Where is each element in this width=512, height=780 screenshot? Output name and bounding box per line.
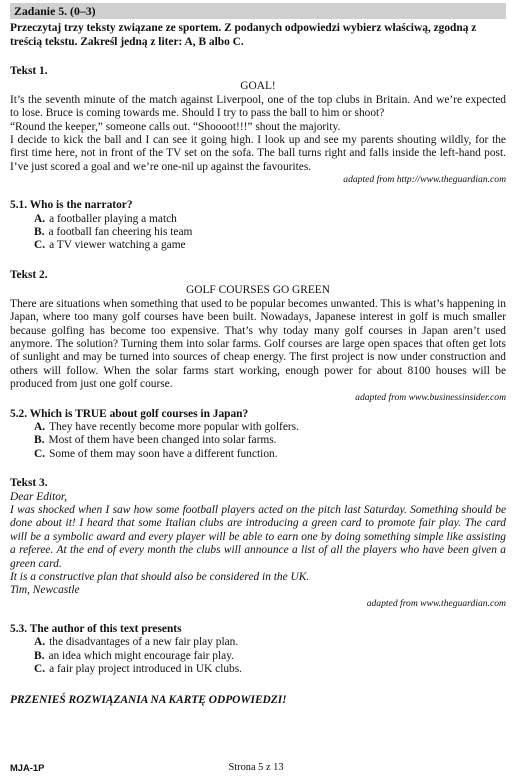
text1-title: GOAL!	[240, 80, 276, 93]
letter-to-editor	[10, 491, 506, 598]
option-text: Most of them have been changed into solar farms.	[48, 434, 277, 447]
text1-paragraph: I decide to kick the ball and I can see it going high. I look up and see my parents shouting wildly, for the first time here, not in front of the TV set on the sofa. The ball turns right and falls inside the left-hand post. I’ve just scored a goal and we’re one-nil up against the favourites.	[10, 134, 506, 173]
option-text: a TV viewer watching a game	[49, 239, 186, 252]
letter-signature: Tim, Newcastle	[10, 584, 80, 597]
page-footer	[10, 761, 502, 774]
letter-paragraph: I was shocked when I saw how some football players acted on the pitch last Saturday. Something should be done about it! I heard that some Italian clubs are introducing a green card to promote fair play. The card will be a symbolic award and every player will be able to earn one by doing something simple like assisting a referee. At the end of every month the clubs will announce a list of all the players who have been given a green card.	[10, 503, 506, 570]
question-title: 5.2. Which is TRUE about golf courses in Japan?	[10, 407, 249, 420]
text2-paragraph: There are situations when something that used to be popular becomes unwanted. This is what’s happening in Japan, where too many golf courses have been built. Nowadays, Japanese interest in golf is much smaller because golfing has become too expensive. That’s why today many golf courses in Japan aren’t used anymore. The solution? Turning them into solar farms. Golf courses are large open spaces that often get lots of sunlight and may be turned into sources of cheap energy. The first project is now under construction and others will follow. When the solar farms start working, enough power for about 8100 houses will be produced from just one golf course.	[10, 297, 506, 391]
option-letter: C.	[34, 663, 46, 676]
option-text: They have recently become more popular with golfers.	[49, 420, 299, 433]
text2-source: adapted from www.businessinsider.com	[355, 391, 506, 403]
option-text: Some of them may soon have a different function.	[49, 447, 278, 460]
text1-paragraph: “Round the keeper,” someone calls out. “Shoooot!!!” shout the majority.	[10, 120, 341, 133]
answer-option-a[interactable]	[10, 636, 506, 649]
exam-page	[10, 3, 506, 708]
question-5-2	[10, 408, 506, 462]
option-letter: C.	[34, 447, 46, 460]
answer-option-c[interactable]	[10, 663, 506, 676]
option-letter: A.	[34, 212, 46, 225]
exam-code: MJA-1P	[10, 762, 45, 773]
option-letter: B.	[34, 226, 45, 239]
option-text: an idea which might encourage fair play.	[48, 649, 235, 662]
option-letter: A.	[34, 636, 46, 649]
answer-option-a[interactable]	[10, 421, 506, 434]
text1-source: adapted from http://www.theguardian.com	[343, 174, 506, 186]
text3-label: Tekst 3.	[10, 477, 48, 490]
question-5-3	[10, 623, 506, 677]
letter-paragraph: It is a constructive plan that should also be considered in the UK.	[10, 571, 310, 583]
text2-title: GOLF COURSES GO GREEN	[186, 284, 330, 297]
transfer-answers-note: PRZENIEŚ ROZWIĄZANIA NA KARTĘ ODPOWIEDZI!	[10, 694, 287, 707]
option-text: a football fan cheering his team	[48, 226, 193, 239]
text1-label: Tekst 1.	[10, 65, 48, 77]
answer-option-b[interactable]	[10, 226, 506, 239]
option-text: a fair play project introduced in UK clubs.	[49, 663, 243, 676]
answer-option-b[interactable]	[10, 650, 506, 663]
task-instruction: Przeczytaj trzy teksty związane ze sportem. Z podanych odpowiedzi wybierz właściwą, zgodną z treścią tekstu. Zakreśl jedną z liter: A, B albo C.	[10, 22, 477, 48]
option-text: a footballer playing a match	[49, 212, 177, 225]
text3-source: adapted from www.theguardian.com	[366, 597, 506, 609]
option-letter: A.	[34, 420, 46, 433]
task-header: Zadanie 5. (0–3)	[10, 3, 506, 19]
question-title: 5.1. Who is the narrator?	[10, 199, 133, 212]
option-letter: C.	[34, 239, 46, 252]
text2-label: Tekst 2.	[10, 268, 48, 281]
option-letter: B.	[34, 649, 45, 662]
question-5-1	[10, 199, 506, 253]
answer-option-b[interactable]	[10, 434, 506, 447]
page-number: Strona 5 z 13	[228, 762, 284, 773]
text1-paragraph: It’s the seventh minute of the match against Liverpool, one of the top clubs in Britain. And we’re expected to lose. Bruce is coming towards me. Should I try to pass the ball to him or shoot?	[10, 93, 506, 120]
letter-greeting: Dear Editor,	[10, 490, 67, 503]
question-title: 5.3. The author of this text presents	[10, 622, 182, 635]
answer-option-c[interactable]	[10, 239, 506, 252]
answer-option-a[interactable]	[10, 213, 506, 226]
answer-option-c[interactable]	[10, 448, 506, 461]
option-text: the disadvantages of a new fair play plan.	[49, 636, 239, 649]
option-letter: B.	[34, 434, 45, 447]
